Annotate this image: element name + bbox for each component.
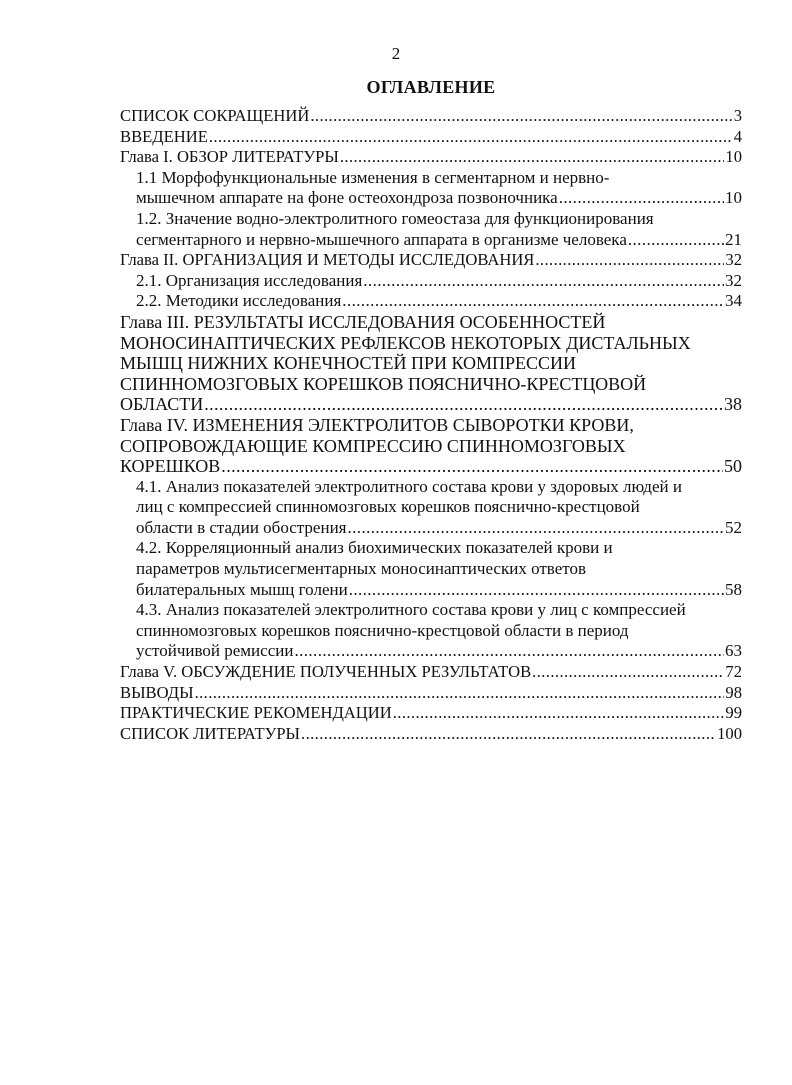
toc-entry-title-line: 1.2. Значение водно-электролитного гомеостаза для функционирования — [136, 208, 654, 228]
toc-entry-title-line: области в стадии обострения — [136, 517, 347, 537]
toc-entry-title: Глава I. ОБЗОР ЛИТЕРАТУРЫ — [120, 147, 339, 167]
toc-entry-title: Глава V. ОБСУЖДЕНИЕ ПОЛУЧЕННЫХ РЕЗУЛЬТАТОВ — [120, 662, 532, 682]
toc-entry-title-line: Глава III. РЕЗУЛЬТАТЫ ИССЛЕДОВАНИЯ ОСОБЕННОСТЕЙ — [120, 311, 606, 332]
toc-entry-title-line: КОРЕШКОВ — [120, 456, 221, 477]
toc-page-number: 50 — [724, 456, 742, 477]
toc-entry-title-line: МЫШЦ НИЖНИХ КОНЕЧНОСТЕЙ ПРИ КОМПРЕССИИ — [120, 353, 577, 374]
toc-page-number: 100 — [717, 723, 742, 743]
toc-page-number: 34 — [725, 291, 742, 311]
toc-entry-section-4-3[interactable] — [120, 600, 742, 662]
toc-entry-section-1-2[interactable] — [120, 209, 742, 250]
toc-entry-title-line: сегментарного и нервно-мышечного аппарата в организме человека — [136, 229, 627, 249]
toc-entry-section-4-1[interactable] — [120, 477, 742, 539]
toc-entry-title: СПИСОК ЛИТЕРАТУРЫ — [120, 723, 301, 743]
dot-leader — [209, 127, 733, 148]
toc-entry-title: 2.1. Организация исследования — [136, 270, 363, 290]
toc-entry-title-line: спинномозговых корешков пояснично-крестцовой области в период — [136, 620, 629, 640]
toc-page-number: 99 — [725, 703, 742, 723]
toc-entry-title: ВЫВОДЫ — [120, 682, 194, 702]
toc-entry-title-line: СОПРОВОЖДАЮЩИЕ КОМПРЕССИЮ СПИННОМОЗГОВЫХ — [120, 435, 626, 456]
toc-entry-chapter-2[interactable] — [120, 250, 742, 271]
dot-leader — [348, 518, 725, 539]
toc-page-number: 58 — [725, 579, 742, 599]
page-number: 2 — [391, 44, 401, 63]
toc-entry-title-line: мышечном аппарате на фоне остеохондроза позвоночника — [136, 188, 558, 208]
toc-entry-conclusions[interactable] — [120, 683, 742, 704]
toc-entry-abbreviations[interactable] — [120, 106, 742, 127]
toc-entry-title-line: 1.1 Морфофункциональные изменения в сегментарном и нервно- — [136, 167, 610, 187]
toc-entry-title-line: 4.2. Корреляционный анализ биохимических показателей крови и — [136, 538, 613, 558]
toc-page-number: 3 — [733, 106, 742, 125]
dot-leader — [559, 188, 724, 209]
toc-entry-introduction[interactable] — [120, 127, 742, 148]
toc-page-number: 52 — [725, 517, 742, 537]
toc-entry-recommendations[interactable] — [120, 703, 742, 724]
toc-entry-section-2-2[interactable] — [120, 291, 742, 312]
toc-entry-title-line: МОНОСИНАПТИЧЕСКИХ РЕФЛЕКСОВ НЕКОТОРЫХ ДИСТАЛЬНЫХ — [120, 332, 691, 353]
toc-page-number: 10 — [725, 188, 742, 208]
toc-page-number: 98 — [725, 682, 742, 702]
toc-entry-title-line: лиц с компрессией спинномозговых корешков пояснично-крестцовой — [136, 497, 640, 517]
toc-entry-title-line: Глава IV. ИЗМЕНЕНИЯ ЭЛЕКТРОЛИТОВ СЫВОРОТКИ КРОВИ, — [120, 414, 634, 435]
toc-entry-title-line: параметров мультисегментарных моносинаптических ответов — [136, 559, 586, 579]
toc-page-number: 38 — [724, 394, 742, 415]
toc-title: ОГЛАВЛЕНИЕ — [366, 77, 496, 97]
toc-page-number: 63 — [725, 641, 742, 661]
dot-leader — [294, 641, 724, 662]
dot-leader — [301, 724, 716, 745]
toc-page-number: 21 — [725, 229, 742, 249]
toc-entry-title-line: билатеральных мышц голени — [136, 579, 348, 599]
toc-page-number: 72 — [725, 662, 742, 682]
toc-entry-title: СПИСОК СОКРАЩЕНИЙ — [120, 106, 310, 125]
toc-entry-chapter-1[interactable] — [120, 147, 742, 168]
toc-entry-title-line: 4.3. Анализ показателей электролитного состава крови у лиц с компрессией — [136, 600, 686, 620]
toc-entry-title: 2.2. Методики исследования — [136, 291, 342, 311]
dot-leader — [340, 147, 725, 168]
toc-entry-chapter-5[interactable] — [120, 662, 742, 683]
toc-entry-section-2-1[interactable] — [120, 271, 742, 292]
toc-entry-references[interactable] — [120, 724, 742, 745]
toc-entry-section-4-2[interactable] — [120, 538, 742, 600]
dot-leader — [628, 230, 724, 251]
dot-leader — [195, 683, 725, 704]
dot-leader — [310, 106, 732, 127]
toc-page-number: 4 — [733, 126, 742, 146]
toc-entry-title-line: ОБЛАСТИ — [120, 394, 204, 415]
toc-entry-chapter-3[interactable] — [120, 312, 742, 415]
toc-entry-title: ВВЕДЕНИЕ — [120, 126, 208, 146]
toc-entry-title: Глава II. ОРГАНИЗАЦИЯ И МЕТОДЫ ИССЛЕДОВАНИЯ — [120, 250, 535, 270]
dot-leader — [532, 662, 724, 683]
table-of-contents — [120, 106, 742, 744]
dot-leader — [349, 580, 724, 601]
toc-entry-title: ПРАКТИЧЕСКИЕ РЕКОМЕНДАЦИИ — [120, 703, 392, 723]
toc-page-number: 32 — [725, 250, 742, 270]
toc-entry-title-line: СПИННОМОЗГОВЫХ КОРЕШКОВ ПОЯСНИЧНО-КРЕСТЦОВОЙ — [120, 373, 647, 394]
toc-entry-title-line: устойчивой ремиссии — [136, 641, 294, 661]
dot-leader — [221, 456, 723, 477]
toc-page-number: 32 — [725, 270, 742, 290]
dot-leader — [363, 271, 724, 292]
dot-leader — [535, 250, 724, 271]
dot-leader — [342, 291, 724, 312]
toc-page-number: 10 — [725, 147, 742, 167]
toc-entry-chapter-4[interactable] — [120, 415, 742, 477]
toc-entry-title-line: 4.1. Анализ показателей электролитного состава крови у здоровых людей и — [136, 476, 682, 496]
dot-leader — [393, 703, 725, 724]
toc-entry-section-1-1[interactable] — [120, 168, 742, 209]
dot-leader — [204, 394, 723, 415]
